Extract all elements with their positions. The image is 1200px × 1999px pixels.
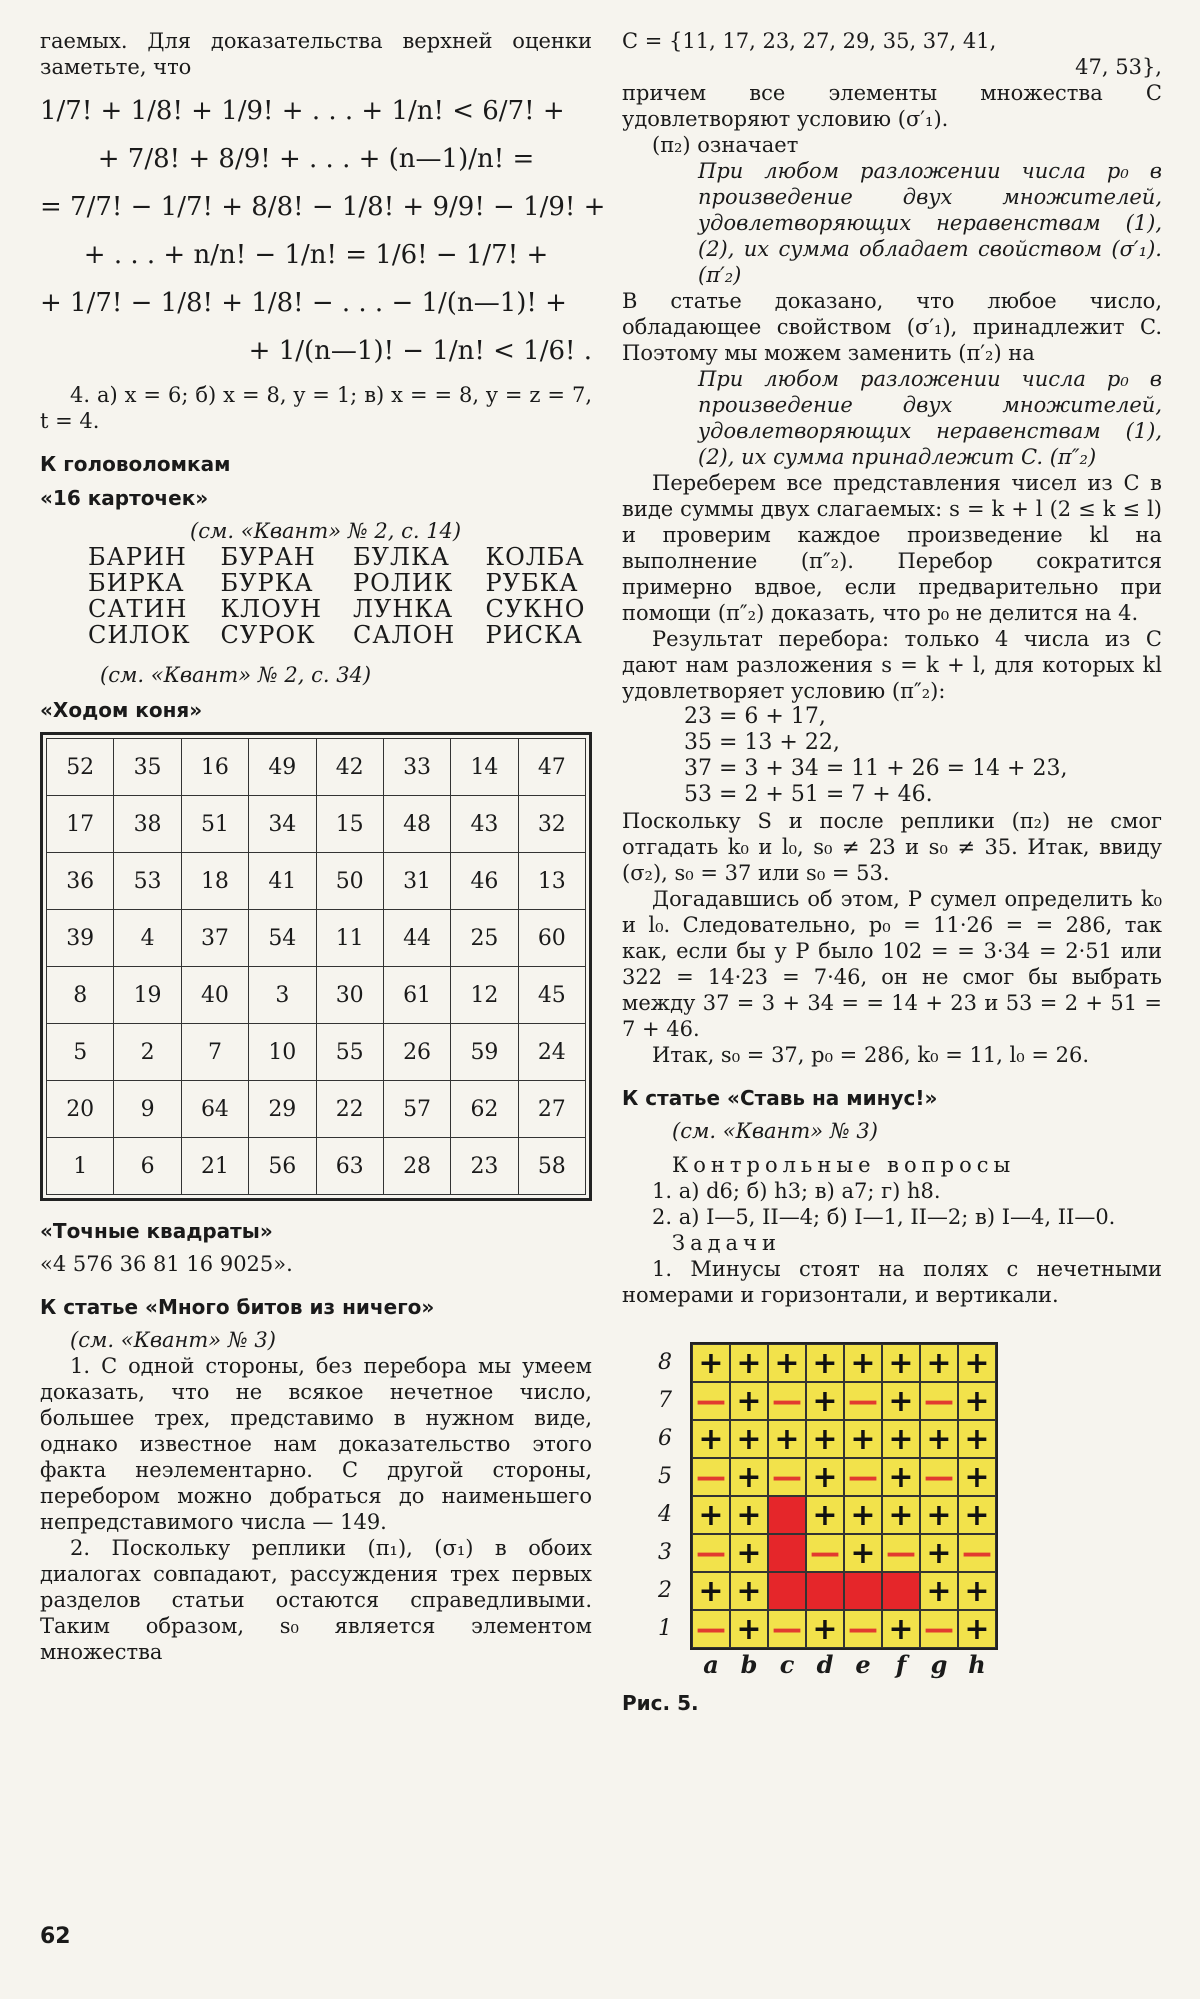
board-cell-minus: — — [692, 1458, 730, 1496]
word: СУКНО — [485, 595, 586, 623]
board-cell-plus: + — [958, 1420, 996, 1458]
board-cell-red — [844, 1572, 882, 1610]
chessboard-figure — [658, 1342, 1020, 1679]
rank-label: 8 — [658, 1350, 672, 1375]
board-cell-plus: + — [806, 1382, 844, 1420]
board-cell-minus: — — [806, 1534, 844, 1572]
file-label: d — [816, 1650, 834, 1679]
board-cell-plus: + — [882, 1610, 920, 1648]
table-cell: 13 — [518, 853, 585, 910]
word: САЛОН — [353, 621, 456, 649]
ref-knight: (см. «Квант» № 2, с. 34) — [100, 663, 372, 687]
board-cell-red — [882, 1572, 920, 1610]
ref-bits: (см. «Квант» № 3) — [70, 1328, 276, 1352]
word: СУРОК — [220, 621, 316, 649]
word: РИСКА — [485, 621, 583, 649]
table-cell: 11 — [316, 910, 383, 967]
table-cell: 19 — [114, 967, 181, 1024]
table-cell: 34 — [249, 796, 316, 853]
board-cell-plus: + — [844, 1420, 882, 1458]
word: РУБКА — [485, 569, 579, 597]
board-cell-minus: — — [768, 1382, 806, 1420]
table-cell: 63 — [316, 1138, 383, 1195]
board-cell-plus: + — [730, 1382, 768, 1420]
ref-cards: (см. «Квант» № 2, с. 14) — [190, 519, 462, 543]
heading-puzzles: К головоломкам — [40, 452, 231, 476]
table-cell: 51 — [181, 796, 248, 853]
board-cell-plus: + — [882, 1420, 920, 1458]
word: БАРИН — [88, 543, 187, 571]
table-cell: 25 — [451, 910, 518, 967]
rank-label: 5 — [658, 1464, 672, 1489]
table-cell: 18 — [181, 853, 248, 910]
table-cell: 2 — [114, 1024, 181, 1081]
board-cell-minus: — — [920, 1610, 958, 1648]
table-row — [47, 967, 586, 1024]
table-cell: 52 — [47, 739, 114, 796]
since-text: Поскольку S и после реплики (π₂) не смог отгадать k₀ и l₀, s₀ ≠ 23 и s₀ ≠ 35. Итак, ввиду (σ₂), s₀ = 37 или s₀ = 53. — [622, 809, 1162, 885]
answer-4: 4. а) x = 6; б) x = 8, y = 1; в) x = = 8, y = z = 7, t = 4. — [40, 383, 592, 433]
control-questions-heading: Контрольные вопросы — [672, 1153, 1016, 1177]
table-cell: 3 — [249, 967, 316, 1024]
table-cell: 44 — [383, 910, 450, 967]
file-label: h — [968, 1650, 986, 1679]
word: СИЛОК — [88, 621, 191, 649]
board-cell-plus: + — [806, 1458, 844, 1496]
table-row — [47, 853, 586, 910]
board-cell-plus: + — [844, 1344, 882, 1382]
word-row — [88, 570, 592, 596]
board-cell-plus: + — [806, 1496, 844, 1534]
board-cell-plus: + — [730, 1458, 768, 1496]
heading-bits: К статье «Много битов из ничего» — [40, 1295, 435, 1319]
board-cell-plus: + — [920, 1344, 958, 1382]
word-row — [88, 622, 592, 648]
rank-label: 6 — [658, 1426, 672, 1451]
board-cell-plus: + — [768, 1344, 806, 1382]
board-cell-plus: + — [806, 1610, 844, 1648]
board-cell-plus: + — [806, 1420, 844, 1458]
board-cell-red — [768, 1572, 806, 1610]
pi2-means: (π₂) означает — [652, 133, 799, 157]
board-cell-minus: — — [768, 1458, 806, 1496]
final-text: Итак, s₀ = 37, p₀ = 286, k₀ = 11, l₀ = 26. — [652, 1043, 1090, 1067]
bits-paragraph-1: 1. С одной стороны, без перебора мы умеем доказать, что не всякое нечетное число, большее трех, представимо в нужном виде, однако известное нам доказательство этого факта неэлементарно. С другой стороны, перебором можно добраться до наименьшего непредставимого числа — 149. — [40, 1354, 592, 1534]
heading-minus: К статье «Ставь на минус!» — [622, 1086, 938, 1110]
word: КОЛБА — [485, 543, 585, 571]
subheading-cards: «16 карточек» — [40, 486, 209, 510]
board-cell-plus: + — [882, 1458, 920, 1496]
result-text: Результат перебора: только 4 числа из C дают нам разложения s = k + l, для которых kl удовлетворяет условию (π″₂): — [622, 627, 1162, 703]
rank-label: 4 — [658, 1502, 672, 1527]
table-row — [47, 796, 586, 853]
word: КЛОУН — [220, 595, 323, 623]
table-row — [47, 910, 586, 967]
left-column — [40, 28, 606, 1665]
table-cell: 47 — [518, 739, 585, 796]
table-cell: 8 — [47, 967, 114, 1024]
file-label: c — [779, 1650, 795, 1679]
equation-line-3: = 7/7! − 1/7! + 8/8! − 1/8! + 9/9! − 1/9! + — [40, 192, 606, 222]
table-cell: 54 — [249, 910, 316, 967]
table-cell: 22 — [316, 1081, 383, 1138]
board-cell-plus: + — [844, 1534, 882, 1572]
file-label: a — [703, 1650, 719, 1679]
table-cell: 27 — [518, 1081, 585, 1138]
table-cell: 10 — [249, 1024, 316, 1081]
set-c-line-1: C = {11, 17, 23, 27, 29, 35, 37, 41, — [622, 29, 997, 53]
board-cell-plus: + — [958, 1610, 996, 1648]
table-cell: 29 — [249, 1081, 316, 1138]
table-cell: 7 — [181, 1024, 248, 1081]
file-label: g — [930, 1650, 948, 1679]
word-row — [88, 596, 592, 622]
board-cell-plus: + — [730, 1344, 768, 1382]
board-cell-plus: + — [692, 1572, 730, 1610]
word-grid — [88, 544, 592, 648]
table-cell: 58 — [518, 1138, 585, 1195]
subheading-squares: «Точные квадраты» — [40, 1219, 273, 1243]
file-labels — [692, 1650, 996, 1679]
knight-tour-table — [40, 732, 592, 1201]
table-cell: 6 — [114, 1138, 181, 1195]
squares-answer: «4 576 36 81 16 9025». — [40, 1252, 293, 1276]
equation-line-5: + 1/7! − 1/8! + 1/8! − . . . − 1/(n—1)! + — [40, 288, 567, 318]
sum-line: 35 = 13 + 22, — [684, 730, 840, 755]
table-cell: 5 — [47, 1024, 114, 1081]
table-row — [47, 1024, 586, 1081]
guess-text: Догадавшись об этом, P сумел определить k₀ и l₀. Следовательно, p₀ = 11·26 = = 286, так как, если бы у P было 102 = = 3·34 = 2·51 или 322 = 14·23 = 7·46, он не смог бы выбрать между 37 = 3 + 34 = = 14 + 23 и 53 = 2 + 51 = 7 + 46. — [622, 887, 1162, 1041]
table-cell: 59 — [451, 1024, 518, 1081]
subheading-knight: «Ходом коня» — [40, 698, 203, 722]
intro-text: гаемых. Для доказательства верхней оценки заметьте, что — [40, 29, 592, 79]
proved-text: В статье доказано, что любое число, обладающее свойством (σ′₁), принадлежит C. Поэтому мы можем заменить (π′₂) на — [622, 289, 1162, 365]
table-cell: 48 — [383, 796, 450, 853]
rank-label: 7 — [658, 1388, 672, 1413]
right-column — [622, 28, 1162, 1715]
table-cell: 26 — [383, 1024, 450, 1081]
rank-label: 3 — [658, 1540, 672, 1565]
rank-label: 1 — [658, 1616, 672, 1641]
board-cell-plus: + — [920, 1534, 958, 1572]
word: САТИН — [88, 595, 188, 623]
board-cell-plus: + — [958, 1344, 996, 1382]
table-cell: 21 — [181, 1138, 248, 1195]
set-c-line-2: 47, 53}, — [1075, 55, 1162, 79]
file-label: b — [740, 1650, 758, 1679]
board-cell-red — [768, 1496, 806, 1534]
table-cell: 38 — [114, 796, 181, 853]
word: РОЛИК — [353, 569, 454, 597]
table-cell: 56 — [249, 1138, 316, 1195]
board-cell-plus: + — [882, 1496, 920, 1534]
table-cell: 46 — [451, 853, 518, 910]
board-cell-plus: + — [806, 1344, 844, 1382]
table-cell: 20 — [47, 1081, 114, 1138]
table-cell: 62 — [451, 1081, 518, 1138]
board-cell-red — [806, 1572, 844, 1610]
table-cell: 53 — [114, 853, 181, 910]
board-cell-minus: — — [844, 1458, 882, 1496]
figure-caption: Рис. 5. — [622, 1691, 699, 1715]
table-cell: 31 — [383, 853, 450, 910]
board-cell-plus: + — [692, 1344, 730, 1382]
board-cell-plus: + — [730, 1572, 768, 1610]
board-cell-plus: + — [768, 1420, 806, 1458]
ref-minus: (см. «Квант» № 3) — [672, 1119, 878, 1143]
table-cell: 35 — [114, 739, 181, 796]
after-set-text: причем все элементы множества C удовлетворяют условию (σ′₁). — [622, 81, 1162, 131]
table-cell: 23 — [451, 1138, 518, 1195]
board-cell-plus: + — [920, 1496, 958, 1534]
table-cell: 17 — [47, 796, 114, 853]
table-cell: 28 — [383, 1138, 450, 1195]
table-row — [47, 1138, 586, 1195]
table-cell: 60 — [518, 910, 585, 967]
word: ЛУНКА — [353, 595, 454, 623]
table-cell: 14 — [451, 739, 518, 796]
table-cell: 43 — [451, 796, 518, 853]
board-cell-minus: — — [692, 1382, 730, 1420]
task-1: 1. Минусы стоят на полях с нечетными номерами и горизонтали, и вертикали. — [622, 1257, 1162, 1307]
table-cell: 16 — [181, 739, 248, 796]
sum-line: 53 = 2 + 51 = 7 + 46. — [684, 782, 933, 807]
table-cell: 9 — [114, 1081, 181, 1138]
table-cell: 45 — [518, 967, 585, 1024]
chessboard-grid — [690, 1342, 998, 1650]
board-cell-plus: + — [730, 1496, 768, 1534]
word: БУЛКА — [353, 543, 450, 571]
sum-line: 37 = 3 + 34 = 11 + 26 = 14 + 23, — [684, 756, 1068, 781]
equation-line-4: + . . . + n/n! − 1/n! = 1/6! − 1/7! + — [83, 240, 549, 270]
table-cell: 49 — [249, 739, 316, 796]
table-cell: 61 — [383, 967, 450, 1024]
table-cell: 37 — [181, 910, 248, 967]
rank-label: 2 — [658, 1578, 672, 1603]
board-cell-red — [768, 1534, 806, 1572]
board-cell-plus: + — [958, 1572, 996, 1610]
board-cell-plus: + — [920, 1572, 958, 1610]
table-cell: 40 — [181, 967, 248, 1024]
table-cell: 24 — [518, 1024, 585, 1081]
board-cell-minus: — — [844, 1382, 882, 1420]
board-cell-plus: + — [882, 1382, 920, 1420]
table-cell: 41 — [249, 853, 316, 910]
board-cell-minus: — — [920, 1458, 958, 1496]
board-cell-plus: + — [958, 1496, 996, 1534]
table-cell: 1 — [47, 1138, 114, 1195]
table-cell: 15 — [316, 796, 383, 853]
bits-paragraph-2: 2. Поскольку реплики (π₁), (σ₁) в обоих диалогах совпадают, рассуждения трех первых разделов статьи остаются справедливыми. Таким образом, s₀ является элементом множества — [40, 1536, 592, 1664]
word: БИРКА — [88, 569, 185, 597]
question-2: 2. а) I—5, II—4; б) I—1, II—2; в) I—4, II—0. — [652, 1205, 1116, 1229]
word: БУРКА — [220, 569, 314, 597]
table-cell: 36 — [47, 853, 114, 910]
board-cell-plus: + — [958, 1382, 996, 1420]
pi2-replacement: При любом разложении числа p₀ в произведение двух множителей, удовлетворяющих неравенствам (1), (2), их сумма принадлежит C. (π″₂) — [698, 367, 1162, 469]
table-row — [47, 739, 586, 796]
table-cell: 33 — [383, 739, 450, 796]
tasks-heading: Задачи — [672, 1231, 781, 1255]
table-cell: 30 — [316, 967, 383, 1024]
table-cell: 50 — [316, 853, 383, 910]
file-label: f — [895, 1650, 907, 1679]
file-label: e — [855, 1650, 871, 1679]
board-cell-minus: — — [958, 1534, 996, 1572]
page-number: 62 — [40, 1924, 71, 1949]
sums-list — [684, 704, 1162, 808]
question-1: 1. а) d6; б) h3; в) a7; г) h8. — [652, 1179, 941, 1203]
board-cell-minus: — — [844, 1610, 882, 1648]
board-cell-minus: — — [768, 1610, 806, 1648]
board-cell-plus: + — [882, 1344, 920, 1382]
equation-line-1: 1/7! + 1/8! + 1/9! + . . . + 1/n! < 6/7! + — [40, 96, 565, 126]
table-cell: 32 — [518, 796, 585, 853]
table-cell: 42 — [316, 739, 383, 796]
enumerate-text: Переберем все представления чисел из C в виде суммы двух слагаемых: s = k + l (2 ≤ k ≤ l) и проверим каждое произведение kl на выполнение (π″₂). Перебор сократится примерно вдвое, если предварительно при помощи (π″₂) доказать, что p₀ не делится на 4. — [622, 471, 1162, 625]
table-cell: 12 — [451, 967, 518, 1024]
pi2-statement: При любом разложении числа p₀ в произведение двух множителей, удовлетворяющих неравенствам (1), (2), их сумма обладает свойством (σ′₁). (π′₂) — [698, 159, 1162, 287]
table-cell: 64 — [181, 1081, 248, 1138]
word: БУРАН — [220, 543, 316, 571]
board-cell-minus: — — [692, 1610, 730, 1648]
board-cell-minus: — — [920, 1382, 958, 1420]
equation-line-6: + 1/(n—1)! − 1/n! < 1/6! . — [248, 336, 592, 366]
table-cell: 55 — [316, 1024, 383, 1081]
table-cell: 4 — [114, 910, 181, 967]
equation-line-2: + 7/8! + 8/9! + . . . + (n—1)/n! = — [97, 144, 535, 174]
board-cell-plus: + — [730, 1610, 768, 1648]
table-cell: 57 — [383, 1081, 450, 1138]
rank-labels — [658, 1344, 672, 1648]
board-cell-plus: + — [844, 1496, 882, 1534]
board-cell-plus: + — [730, 1420, 768, 1458]
sum-line: 23 = 6 + 17, — [684, 704, 826, 729]
board-cell-plus: + — [958, 1458, 996, 1496]
word-row — [88, 544, 592, 570]
table-cell: 39 — [47, 910, 114, 967]
board-cell-minus: — — [882, 1534, 920, 1572]
board-cell-plus: + — [730, 1534, 768, 1572]
board-cell-plus: + — [692, 1496, 730, 1534]
board-cell-plus: + — [920, 1420, 958, 1458]
table-row — [47, 1081, 586, 1138]
board-cell-minus: — — [692, 1534, 730, 1572]
board-cell-plus: + — [692, 1420, 730, 1458]
